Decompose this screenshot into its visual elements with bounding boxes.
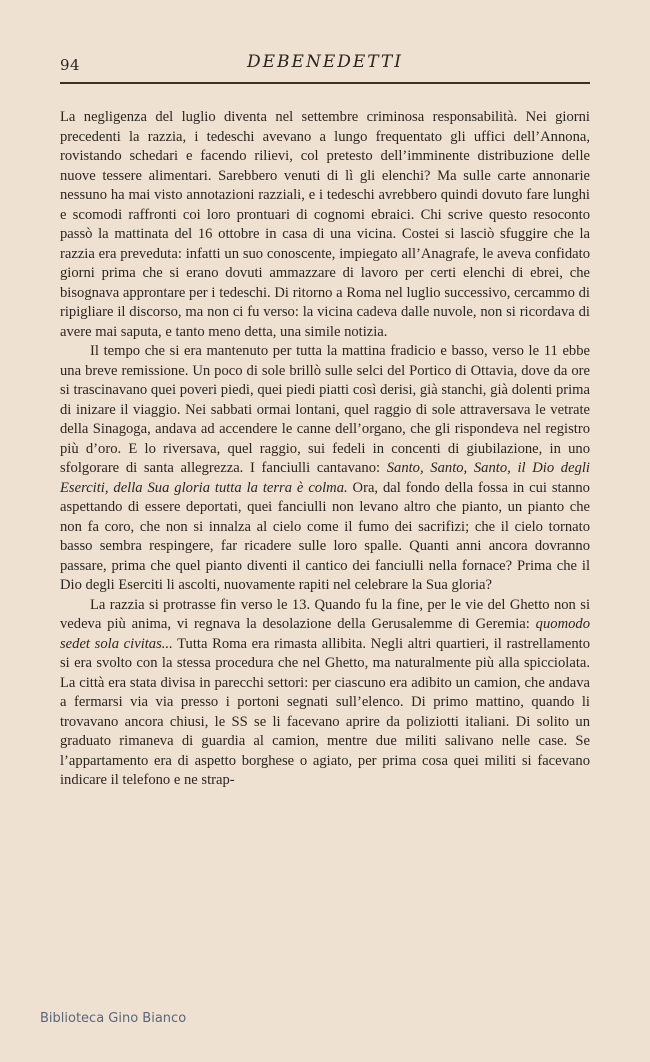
paragraph-3 bbox=[60, 596, 590, 791]
paragraph-3-quote-italic: quomodo sedet sola civitas... bbox=[60, 616, 590, 652]
paragraph-1-text: La negligenza del luglio diventa nel settembre criminosa responsabilità. Nei giorni precedenti la razzia, i tedeschi avevano a lungo frequentato gli uffici dell’Annona, rovistando schedari e facendo rilievi, col pretesto dell’imminente distribuzione delle nuove tessere alimentari. Sarebbero venuti di lì gli elenchi? Ma sulle carte annonarie nessuno ha mai visto annotazioni razziali, e i tedeschi avrebbero quindi dovuto fare lunghi e scomodi raffronti coi loro prontuari di cognomi ebraici. Chi scrive questo resoconto passò la mattinata del 16 ottobre in casa di una vicina. Costei si lasciò sfuggire che la razzia era preveduta: infatti un suo conoscente, impiegato all’Anagrafe, le aveva confidato giorni prima che si erano dovuti ammazzare di lavoro per certi elenchi di ebrei, che bisognava approntare per i tedeschi. Di ritorno a Roma nel luglio successivo, cercammo di ripigliare il discorso, ma non ci fu verso: la vicina cadeva dalle nuvole, non si ricordava di avere mai saputa, e tanto meno detta, una simile notizia. bbox=[60, 109, 590, 340]
paragraph-2-quote-italic: Santo, Santo, Santo, il Dio degli Eserciti, della Sua gloria tutta la terra è colma. bbox=[60, 460, 590, 496]
running-head: DEBENEDETTI bbox=[247, 52, 403, 72]
library-watermark: Biblioteca Gino Bianco bbox=[40, 1011, 187, 1026]
paragraph-2 bbox=[60, 342, 590, 596]
paragraph-2-text-b: Ora, dal fondo della fossa in cui stanno aspettando di essere deportati, quei fanciulli non levano altro che pianto, un pianto che non fa coro, che non si innalza al cielo come il fumo dei sacrifizi; che il cielo tornato basso sembra respingere, far ricadere sulle loro spalle. Quanti anni ancora dovranno passare, prima che quel pianto diventi il cantico dei fanciulli nella fornace? Prima che il Dio degli Eserciti li ascolti, nuovamente rapiti nel celebrare la Sua gloria? bbox=[60, 479, 590, 593]
page-number: 94 bbox=[60, 56, 81, 74]
paragraph-3-text-b: Tutta Roma era rimasta allibita. Negli altri quartieri, il rastrellamento si era svolto con la stessa procedura che nel Ghetto, ma naturalmente più alla spicciolata. La città era stata divisa in parecchi settori: per ciascuno era adibito un camion, che andava a fermarsi via via presso i portoni segnati sull’elenco. Di primo mattino, quando li trovavano ancora chiusi, le SS se li facevano aprire da poliziotti italiani. Di solito un graduato rimaneva di guardia al camion, mentre due militi salivano nelle case. Se l’appartamento era di aspetto borghese o agiato, per prima cosa quei militi si facevano indicare il telefono e ne strap- bbox=[60, 635, 590, 788]
page-header bbox=[60, 50, 590, 84]
header-rule bbox=[60, 82, 590, 84]
paragraph-1 bbox=[60, 108, 590, 342]
paragraph-2-text-a: Il tempo che si era mantenuto per tutta la mattina fradicio e basso, verso le 11 ebbe una breve remissione. Un poco di sole brillò sulle selci del Portico di Ottavia, dove da ore si trascinavano quei poveri piedi, quei piedi piatti così derisi, già stanchi, già dolenti prima di inizare il viaggio. Nei sabbati ormai lontani, quel raggio di sole attraversava le vetrate della Sinagoga, andava ad accendere le canne dell’organo, che gli rispondeva nel registro più d’oro. E lo riversava, quel raggio, sui fedeli in concenti di giubilazione, in uno sfolgorare di santa allegrezza. I fanciulli cantavano: bbox=[60, 343, 590, 476]
body-text bbox=[60, 108, 590, 791]
paragraph-3-text-a: La razzia si protrasse fin verso le 13. Quando fu la fine, per le vie del Ghetto non si vedeva più anima, vi regnava la desolazione della Gerusalemme di Geremia: bbox=[60, 596, 590, 632]
